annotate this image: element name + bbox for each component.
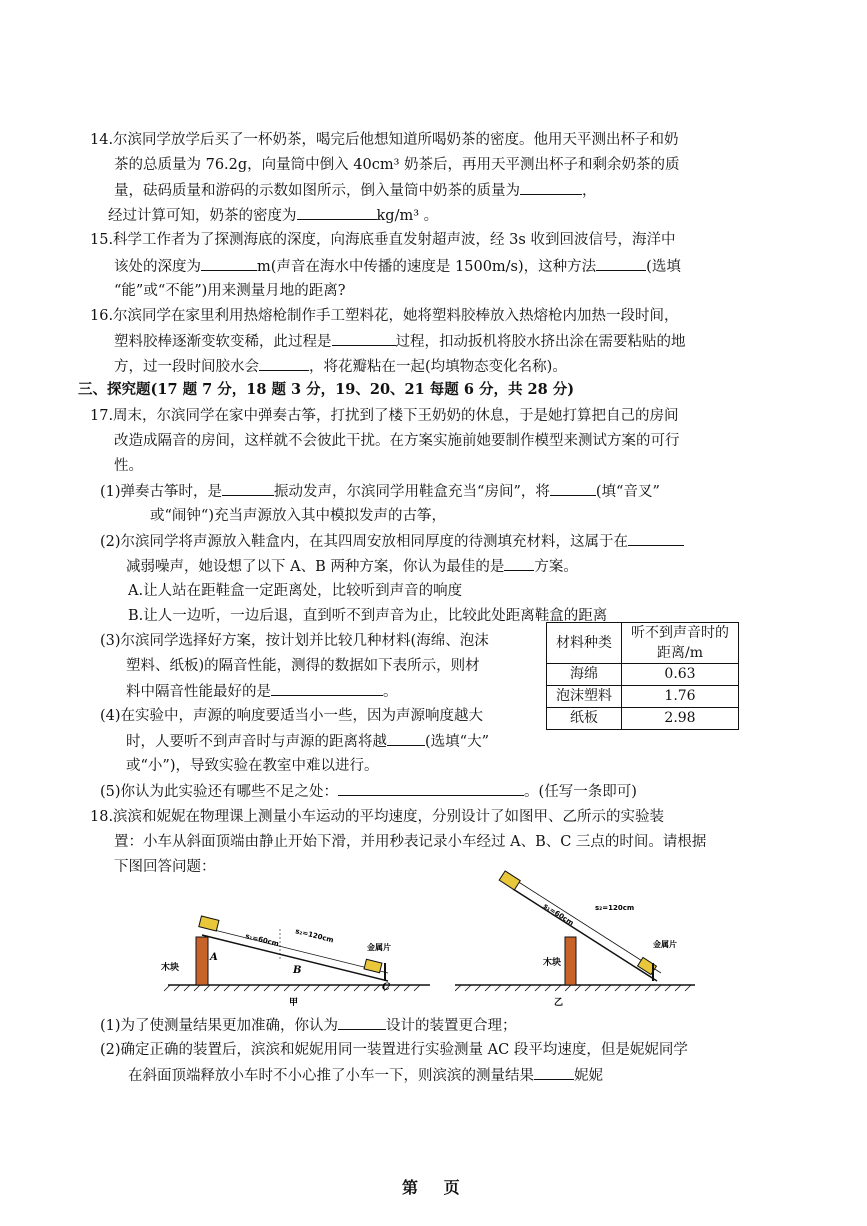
q17-part4-cont2: 或“小”)，导致实验在教室中难以进行。 bbox=[126, 758, 379, 774]
section-heading: 三、探究题(17 题 7 分，18 题 3 分，19、20、21 每题 6 分，共 28 分) bbox=[78, 381, 575, 398]
q18-line2: 置：小车从斜面顶端由静止开始下滑，并用秒表记录小车经过 A、B、C 三点的时间。请根据 bbox=[114, 834, 707, 850]
q16-line3: 方，过一段时间胶水会 ，将花瓣粘在一起(均填物态变化名称)。 bbox=[114, 356, 567, 377]
q15-line3: “能”或“不能”)用来测量月地的距离? bbox=[114, 283, 346, 299]
answer-blank[interactable] bbox=[387, 731, 425, 746]
answer-blank[interactable] bbox=[338, 1015, 386, 1030]
q18-part1: (1)为了使测量结果更加准确，你认为 设计的装置更合理； bbox=[100, 1015, 517, 1036]
point-c: C bbox=[382, 982, 390, 993]
q17-part3-cont2: 料中隔音性能最好的是 。 bbox=[126, 681, 398, 702]
table-header: 材料种类 bbox=[547, 623, 622, 664]
answer-blank[interactable] bbox=[201, 256, 257, 271]
table-header: 听不到声音时的 距离/m bbox=[622, 623, 739, 664]
answer-blank[interactable] bbox=[222, 481, 274, 496]
label-block: 木块 bbox=[161, 963, 180, 973]
q17-line2: 改造成隔音的房间，这样就不会彼此干扰。在方案实施前她要制作模型来测试方案的可行 bbox=[114, 433, 680, 449]
q16-line2: 塑料胶棒逐渐变软变稀，此过程是 过程，扣动扳机将胶水挤出涂在需要粘贴的地 bbox=[114, 331, 686, 352]
point-a: A bbox=[210, 952, 218, 963]
table-row: 海绵 0.63 bbox=[547, 664, 739, 686]
q16-line1: 16.尔滨同学在家里利用热熔枪制作手工塑料花，她将塑料胶棒放入热熔枪内加热一段时间， bbox=[90, 308, 679, 324]
cart bbox=[499, 871, 520, 890]
q18-line3: 下图回答问题： bbox=[114, 859, 216, 875]
q14-line2: 茶的总质量为 76.2g，向量筒中倒入 40cm³ 奶茶后，再用天平测出杯子和剩余奶茶的质 bbox=[114, 157, 680, 173]
option-a: A.让人站在距鞋盒一定距离处，比较听到声音的响度 bbox=[128, 583, 463, 599]
answer-blank[interactable] bbox=[534, 1065, 574, 1080]
q17-part4-cont: 时，人要听不到声音时与声源的距离将越 (选填“大” bbox=[126, 731, 489, 752]
answer-blank[interactable] bbox=[628, 531, 684, 546]
q17-part2-cont: 减弱噪声，她设想了以下 A、B 两种方案，你认为最佳的是 方案。 bbox=[126, 556, 578, 577]
q17-line1: 17.周末，尔滨同学在家中弹奏古筝，打扰到了楼下王奶奶的休息，于是她打算把自己的房间 bbox=[90, 408, 679, 424]
figure-jia bbox=[160, 905, 430, 1010]
option-b: B.让人一边听，一边后退，直到听不到声音为止，比较此处距离鞋盒的距离 bbox=[128, 608, 608, 624]
q14-line3: 量，砝码质量和游码的示数如图所示，倒入量筒中奶茶的质量为 ， bbox=[114, 180, 597, 201]
answer-blank[interactable] bbox=[550, 481, 596, 496]
label-metal: 金属片 bbox=[653, 940, 677, 949]
table-row: 纸板 2.98 bbox=[547, 708, 739, 730]
caption-yi: 乙 bbox=[554, 998, 564, 1008]
answer-blank[interactable] bbox=[520, 180, 582, 195]
q15-line1: 15.科学工作者为了探测海底的深度，向海底垂直发射超声波，经 3s 收到回波信号，海洋中 bbox=[90, 232, 676, 248]
q17-part5: (5)你认为此实验还有哪些不足之处： 。(任写一条即可) bbox=[100, 781, 637, 802]
answer-blank[interactable] bbox=[504, 556, 534, 571]
label-s2: s₂=120cm bbox=[294, 927, 335, 945]
label-s2: s₂=120cm bbox=[595, 904, 635, 912]
label-block: 木块 bbox=[543, 958, 562, 968]
materials-table bbox=[546, 622, 739, 730]
label-metal: 金属片 bbox=[367, 943, 391, 952]
label-s1: s₁=60cm bbox=[244, 932, 280, 949]
q17-part1-cont: 或“闹钟“)充当声源放入其中模拟发声的古筝， bbox=[150, 508, 446, 524]
q17-part1: (1)弹奏古筝时，是 振动发声，尔滨同学用鞋盒充当“房间”，将 (填“音叉” bbox=[100, 481, 660, 502]
cart bbox=[364, 959, 382, 973]
q17-part2: (2)尔滨同学将声源放入鞋盒内，在其四周安放相同厚度的待测填充材料，这属于在 bbox=[100, 531, 684, 552]
q17-line3: 性。 bbox=[114, 458, 143, 474]
answer-blank[interactable] bbox=[259, 356, 309, 371]
q14-line4: 经过计算可知，奶茶的密度为 kg/m³ 。 bbox=[108, 205, 438, 226]
caption-jia: 甲 bbox=[289, 998, 299, 1008]
answer-blank[interactable] bbox=[596, 256, 646, 271]
answer-blank[interactable] bbox=[271, 681, 383, 696]
wood-block bbox=[196, 937, 208, 985]
q18-part2: (2)确定正确的装置后，滨滨和妮妮用同一装置进行实验测量 AC 段平均速度，但是妮妮同学 bbox=[100, 1042, 688, 1058]
cart bbox=[199, 916, 219, 931]
figure-yi bbox=[455, 865, 700, 1010]
q14-line1: 14.尔滨同学放学后买了一杯奶茶，喝完后他想知道所喝奶茶的密度。他用天平测出杯子和奶 bbox=[90, 132, 679, 148]
answer-blank[interactable] bbox=[338, 781, 524, 796]
q18-line1: 18.滨滨和妮妮在物理课上测量小车运动的平均速度，分别设计了如图甲、乙所示的实验装 bbox=[90, 809, 665, 825]
label-s1: s₁=60cm bbox=[541, 901, 576, 928]
answer-blank[interactable] bbox=[297, 205, 377, 220]
q18-part2-cont: 在斜面顶端释放小车时不小心推了小车一下，则滨滨的测量结果 妮妮 bbox=[128, 1065, 603, 1086]
q17-part3: (3)尔滨同学选择好方案，按计划并比较几种材料(海绵、泡沫 bbox=[100, 633, 489, 649]
point-b: B bbox=[293, 965, 302, 976]
answer-blank[interactable] bbox=[332, 331, 396, 346]
table-row: 泡沫塑料 1.76 bbox=[547, 686, 739, 708]
q15-line2: 该处的深度为 m(声音在海水中传播的速度是 1500m/s)，这种方法 (选填 bbox=[114, 256, 681, 277]
page-footer: 第 页 bbox=[402, 1178, 460, 1197]
ramp bbox=[513, 889, 657, 981]
q17-part4: (4)在实验中，声源的响度要适当小一些，因为声源响度越大 bbox=[100, 708, 484, 724]
wood-block bbox=[565, 937, 576, 985]
q17-part3-cont: 塑料、纸板)的隔音性能，测得的数据如下表所示，则材 bbox=[126, 658, 480, 674]
